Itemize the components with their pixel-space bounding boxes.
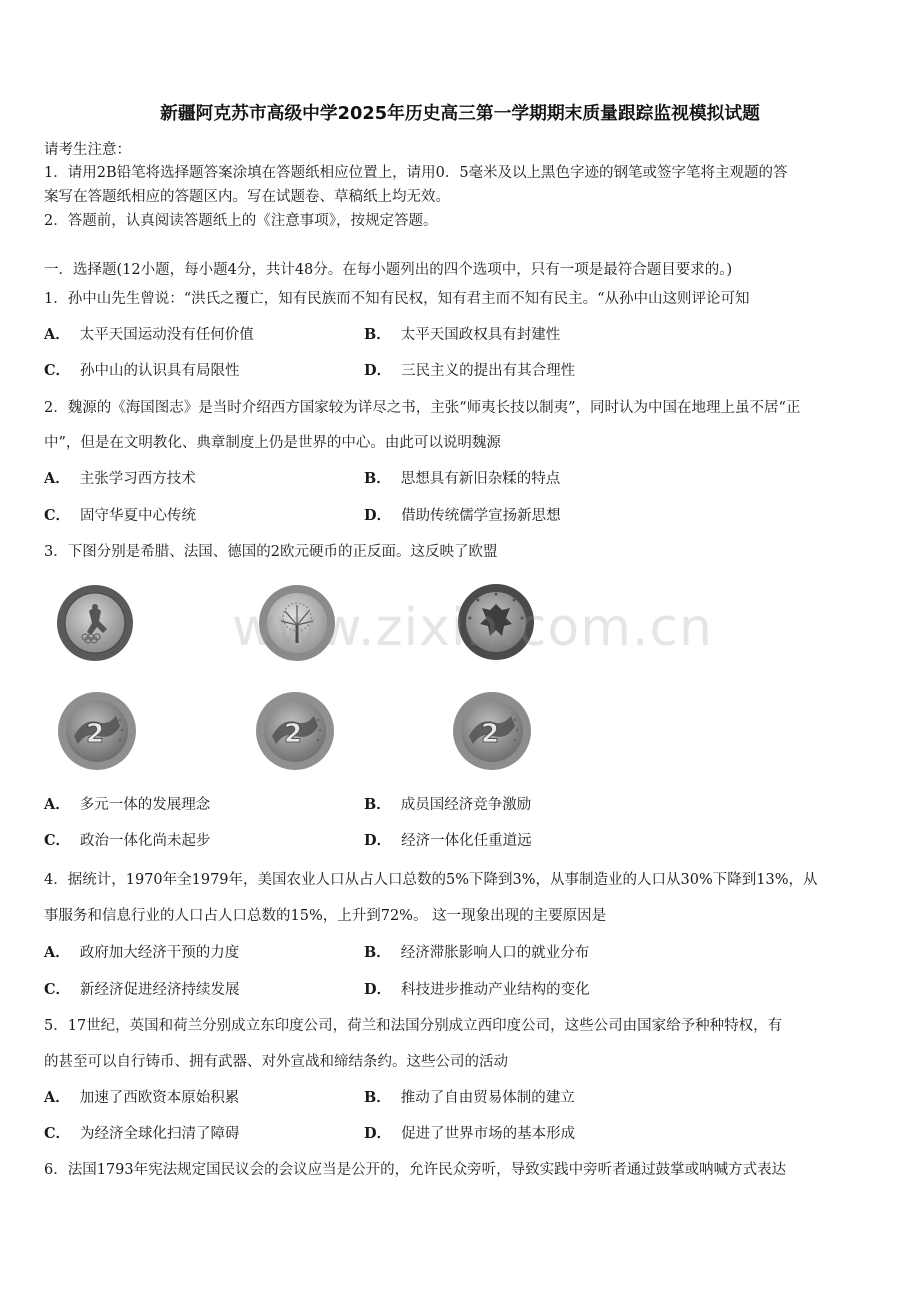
question-2-option-a: A． 主张学习西方技术 [44,470,196,487]
question-1-option-b: B． 太平天国政权具有封建性 [364,326,561,343]
question-4-option-a: A． 政府加大经济干预的力度 [44,944,240,961]
greek-coin-common-side [56,690,138,772]
french-coin-common-side [254,690,336,772]
question-1-option-c: C． 孙中山的认识具有局限性 [44,362,240,379]
question-4-option-c: C． 新经济促进经济持续发展 [44,981,240,998]
question-2-option-d: D． 借助传统儒学宣扬新思想 [364,507,561,524]
question-1-option-a: A． 太平天国运动没有任何价值 [44,326,254,343]
question-5-option-a: A． 加速了西欧资本原始积累 [44,1089,240,1106]
question-2-option-c: C． 固守华夏中心传统 [44,507,197,524]
question-5-option-b: B． 推动了自由贸易体制的建立 [364,1089,575,1106]
notice-item-1-line-1: 1．请用2B铅笔将选择题答案涂填在答题纸相应位置上，请用0．5毫米及以上黑色字迹的钢笔或签字笔将主观题的答 [44,165,788,181]
question-3-option-a: A． 多元一体的发展理念 [44,796,211,813]
notice-heading: 请考生注意： [44,142,131,158]
question-5-option-c: C． 为经济全球化扫清了障碍 [44,1125,240,1142]
question-3-text: 3．下图分别是希腊、法国、德国的2欧元硬币的正反面。这反映了欧盟 [44,544,498,560]
question-3-option-d: D． 经济一体化任重道远 [364,832,532,849]
notice-item-1-line-2: 案写在答题纸相应的答题区内。写在试题卷、草稿纸上均无效。 [44,189,450,205]
question-4-text-line-2: 事服务和信息行业的人口占人口总数的15%，上升到72%。 这一现象出现的主要原因是 [44,908,607,924]
page-title: 新疆阿克苏市高级中学2025年历史高三第一学期期末质量跟踪监视模拟试题 [160,104,760,124]
question-4-option-b: B． 经济滞胀影响人口的就业分布 [364,944,590,961]
question-3-option-b: B． 成员国经济竞争激励 [364,796,532,813]
question-6-text: 6．法国1793年宪法规定国民议会的会议应当是公开的，允许民众旁听，导致实践中旁听者通过鼓掌或呐喊方式表达 [44,1162,787,1178]
coin-value-text: 2 [284,719,303,749]
german-coin-common-side [451,690,533,772]
question-4-text-line-1: 4．据统计，1970年全1979年，美国农业人口从占人口总数的5%下降到3%，从事制造业的人口从30%下降到13%，从 [44,872,818,888]
question-2-text-line-2: 中”，但是在文明教化、典章制度上仍是世界的中心。由此可以说明魏源 [44,435,501,451]
notice-item-2: 2．答题前，认真阅读答题纸上的《注意事项》，按规定答题。 [44,213,438,229]
question-5-text-line-1: 5．17世纪，英国和荷兰分别成立东印度公司，荷兰和法国分别成立西印度公司，这些公司由国家给予种种特权，有 [44,1018,783,1034]
question-2-text-line-1: 2．魏源的《海国图志》是当时介绍西方国家较为详尽之书，主张“师夷长技以制夷”，同时认为中国在地理上虽不居“正 [44,400,801,416]
question-5-option-d: D． 促进了世界市场的基本形成 [364,1125,576,1142]
question-1-text: 1．孙中山先生曾说：“洪氏之覆亡，知有民族而不知有民权，知有君主而不知有民主。“从孙中山这则评论可知 [44,291,750,307]
watermark: www.zixin.com.cn [232,598,713,658]
question-2-option-b: B． 思想具有新旧杂糅的特点 [364,470,561,487]
coin-value-text: 2 [481,719,500,749]
question-5-text-line-2: 的甚至可以自行铸币、拥有武器、对外宣战和缔结条约。这些公司的活动 [44,1054,508,1070]
coin-value-text: 2 [86,719,105,749]
question-4-option-d: D． 科技进步推动产业结构的变化 [364,981,590,998]
question-3-option-c: C． 政治一体化尚未起步 [44,832,211,849]
question-1-option-d: D． 三民主义的提出有其合理性 [364,362,576,379]
section-heading: 一．选择题(12小题，每小题4分，共计48分。在每小题列出的四个选项中，只有一项是最符合题目要求的。) [44,262,733,278]
greek-coin-national-side [55,583,135,663]
